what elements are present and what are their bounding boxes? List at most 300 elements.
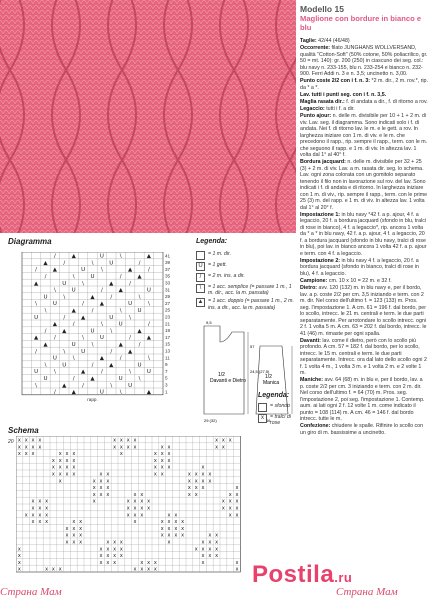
schema-cell-x: x	[201, 546, 205, 553]
schema-cell-x: x	[167, 532, 171, 539]
schema-cell-x: x	[187, 485, 191, 492]
schema-cell-x: x	[228, 491, 232, 498]
schema-cell-x: x	[38, 519, 42, 526]
schema-cell-x: x	[51, 471, 55, 478]
diagram-cell-symbol: ▲	[62, 382, 67, 389]
schema-cell-x: x	[181, 519, 185, 526]
schema-cell-x: x	[140, 498, 144, 505]
schema-cell-x: x	[99, 559, 103, 566]
schema-cell-x: x	[140, 559, 144, 566]
schema-cell-x: x	[167, 444, 171, 451]
diagram-legend-title: Legenda:	[196, 238, 228, 245]
diagram-cell-symbol: \	[100, 321, 103, 328]
diagram-cell-symbol: U	[118, 321, 123, 328]
watermark-right: Страна Мам	[336, 586, 398, 598]
diagram-cell-symbol: U	[109, 314, 114, 321]
schema-cell-x: x	[31, 505, 35, 512]
schema-cell-x: x	[45, 512, 49, 519]
schema-cell-x: x	[45, 505, 49, 512]
davanti-label: 1/2 Davanti e Dietro	[210, 372, 246, 384]
diagram-cell-symbol: /	[147, 321, 150, 328]
diagram-cell-symbol: /	[91, 362, 94, 369]
schema-cell-x: x	[221, 444, 225, 451]
schema-cell-x: x	[79, 519, 83, 526]
diagram-cell-symbol: \	[147, 355, 150, 362]
schematic-legend-symbol: x	[258, 414, 267, 423]
schema-cell-x: x	[119, 539, 123, 546]
diagram-cell-symbol: /	[82, 301, 85, 308]
diagram-cell-symbol: U	[90, 328, 95, 335]
schema-cell-x: x	[133, 491, 137, 498]
diagram-row-number: 31	[165, 287, 171, 293]
diagram-cell-symbol: /	[119, 355, 122, 362]
diagram-cell-symbol: ▲	[90, 376, 95, 382]
schematic-legend-title: Legenda:	[258, 392, 290, 399]
schema-cell-x: x	[65, 464, 69, 471]
schema-cell-x: x	[147, 566, 151, 573]
schema-cell-x: x	[99, 471, 103, 478]
schema-cell-x: x	[194, 491, 198, 498]
schema-cell-x: x	[92, 485, 96, 492]
diagram-cell-symbol: \	[63, 294, 66, 301]
diagram-cell-symbol: /	[72, 376, 75, 382]
diagram-cell-symbol: ▲	[43, 342, 48, 348]
diagram-cell-symbol: /	[53, 253, 56, 260]
diagram-cell-symbol: U	[146, 287, 151, 294]
instruction-paragraph: Davanti: lav. come il dietro, però con lo scollo più profondo. A cm. 57 = 182 f. dal bordo, per lo scollo, intrecc. le 15 m. centrali e term. le due parti separatamente. Intrecc. ora dal lato dello scollo ogni 2 f. 1 volta 4 m., 1 volta 3 m. e 1 volta 2 m. e 2 volte 1 m.	[300, 337, 427, 377]
diagram-rapp-label: rapp.	[87, 396, 98, 402]
diagram-cell-symbol: ▲	[118, 287, 123, 294]
schema-cell-x: x	[17, 451, 21, 458]
diagram-cell-symbol: ▲	[146, 389, 152, 396]
diagram-cell-symbol: \	[72, 355, 75, 362]
diagram-cell-symbol: /	[44, 328, 47, 335]
diagram-cell-symbol: /	[35, 348, 38, 355]
diagram-legend-item	[196, 251, 298, 260]
schema-cell-x: x	[106, 546, 110, 553]
schematic-legend	[258, 403, 298, 428]
instruction-paragraph: Dietro: avv. 120 (132) m. in blu navy e, per il bordo, lav. a p. coste 2/2 per cm. 3,5 iniziando e term. con 2 m. dir. Nel corso dell'ultimo f. = 123 (133) m. Pros. seg. l'impostazione 1. A cm. 61 = 196 f. dal bordo, per lo scollo, intrecc. le 21 m. centrali e term. le due parti separatamente. Per arrotondare lo scollo intrecc. ogni 2 f. 1 volta 5 m. A cm. 63 = 202 f. dal bordo, intrecc. le 41 (46) m. rimaste per ogni spalla.	[300, 285, 427, 337]
diagram-cell-symbol: ▲	[90, 294, 95, 301]
diagram-cell-symbol: U	[43, 294, 48, 301]
diagram-cell-symbol: U	[99, 389, 104, 396]
diagram-cell-symbol: /	[82, 382, 85, 389]
schema-cell-x: x	[235, 498, 239, 505]
diagram-legend-text: = 1 acc. semplice (= passare 1 m., 1 m. dir., acc. la m. passata)	[208, 284, 292, 297]
diagram-cell-symbol: ▲	[137, 274, 142, 280]
schema-cell-x: x	[167, 525, 171, 532]
schema-cell-x: x	[113, 444, 117, 451]
schema-cell-x: x	[208, 553, 212, 560]
schema-cell-x: x	[99, 546, 103, 553]
diagram-title: Diagramma	[8, 237, 52, 246]
schema-cell-x: x	[113, 539, 117, 546]
diagram-cell-symbol: /	[138, 260, 141, 267]
instruction-paragraph: Occorrente: filato JUNGHANS WOLLVERSAND, qualità "Cotton-Soft" (50% cotone, 50% poliacrilico, gr. 50 = mt. 140): gr. 200 (250) in ciascuno dei seg. col.: blu navy n. 233-155, blu n. 233-254 e bianco n. 232-900. Ferri Addi n. 3 e n. 3,5; uncinetto n. 3,00.	[300, 45, 428, 78]
schema-cell-x: x	[17, 444, 21, 451]
diagram-legend-text: = 1 gett.	[208, 262, 227, 268]
model-title: Modello 15	[300, 4, 344, 14]
diagram-cell-symbol: \	[91, 260, 94, 267]
schema-cell-x: x	[160, 464, 164, 471]
schema-cell-x: x	[106, 491, 110, 498]
lace-diagram-grid	[16, 252, 182, 404]
diagram-cell-symbol: \	[53, 369, 56, 376]
instruction-paragraph: Punto ajour: n. delle m. divisibile per 10 + 1 + 2 m. di viv. Lav. seg. il diagramma. Sono indicati solo i f. di andata. Nei f. di ritorno lav. le m. e le gett. a rov. In larghezza iniziare con 1 m. di viv. e le m. che precedono il rapp., rip. sempre il rapp., term. con le m. che seguono il rapp. e 1 m. di viv. In altezza lav. 1 volta dal 1° al 40° f.	[300, 113, 428, 159]
schema-cell-x: x	[133, 498, 137, 505]
schema-cell-x: x	[174, 532, 178, 539]
watermark-left: Страна Мам	[0, 586, 62, 598]
schema-cell-x: x	[65, 532, 69, 539]
instruction-paragraph: Lav. tutti i punti seg. con i f. n. 3,5.	[300, 91, 387, 98]
diagram-cell-symbol: ▲	[43, 260, 48, 267]
schema-cell-x: x	[174, 525, 178, 532]
schema-cell-x: x	[65, 525, 69, 532]
instruction-paragraph: Punto coste 2/2 con i f. n. 3: *2 m. dir., 2 m. rov.*, rip. da * a *.	[300, 78, 428, 91]
schema-cell-x: x	[153, 559, 157, 566]
diagram-row-number: 29	[165, 294, 171, 300]
schema-cell-x: x	[133, 512, 137, 519]
diagram-cell-symbol: ▲	[99, 355, 105, 362]
diagram-cell-symbol: ▲	[33, 335, 39, 342]
schema-cell-x: x	[31, 451, 35, 458]
schema-cell-x: x	[160, 532, 164, 539]
schema-cell-x: x	[208, 532, 212, 539]
diagram-cell-symbol: ▲	[99, 301, 105, 308]
measure-shoulder: 9,5	[206, 320, 212, 325]
measure-46: 46	[266, 418, 271, 423]
schema-cell-x: x	[72, 539, 76, 546]
schema-cell-x: x	[79, 532, 83, 539]
schema-cell-x: x	[45, 498, 49, 505]
diagram-legend-item	[196, 284, 298, 296]
schema-cell-x: x	[133, 444, 137, 451]
diagram-row-number: 3	[165, 382, 168, 388]
diagram-cell-symbol: U	[128, 301, 133, 308]
diagram-cell-symbol: \	[53, 287, 56, 294]
schema-cell-x: x	[119, 437, 123, 444]
diagram-row-number: 15	[165, 341, 171, 347]
diagram-legend-symbol	[196, 251, 205, 260]
instruction-paragraph: Bordura jacquard: n. delle m. divisibile per 32 + 25 (3) + 2 m. di viv. Lav. a m. rasata dir. seg. lo schema. Lav. ogni zona colorata con un gomitolo separato tenendo il filo non in lavorazione sul rov. del lav. Sono indicati i f. di andata e di ritorno. In larghezza iniziare con 1 m. di viv., rip. sempre il rapp., term. con le prime 25 (3) m. del rapp. e 1 m. di viv. In altezza lav. 1 volta dal 1° al 20° f.	[300, 159, 428, 211]
schema-cell-x: x	[113, 546, 117, 553]
schema-cell-x: x	[31, 437, 35, 444]
schema-cell-x: x	[113, 553, 117, 560]
diagram-cell-symbol: \	[63, 348, 66, 355]
diagram-cell-symbol: \	[44, 308, 47, 314]
diagram-cell-symbol: ▲	[52, 321, 58, 328]
schema-cell-x: x	[201, 464, 205, 471]
instruction-paragraph: Confezione: chiudere le spalle. Rifinire lo scollo con un giro di m. bassissime a uncinetto.	[300, 423, 424, 436]
schema-cell-x: x	[38, 444, 42, 451]
schema-cell-x: x	[17, 566, 21, 573]
schema-cell-x: x	[92, 491, 96, 498]
schema-cell-x: x	[31, 519, 35, 526]
knit-sample-photo	[0, 0, 296, 233]
schematic-legend-item	[258, 414, 298, 426]
schema-cell-x: x	[45, 566, 49, 573]
instruction-paragraph: Taglie: 42/44 (46/48)	[300, 38, 350, 44]
schema-cell-x: x	[24, 512, 28, 519]
schema-cell-x: x	[126, 444, 130, 451]
schema-cell-x: x	[106, 485, 110, 492]
schema-row-top: 20	[8, 439, 14, 445]
diagram-cell-symbol: /	[63, 314, 66, 321]
diagram-cell-symbol: ▲	[80, 314, 86, 321]
schema-cell-x: x	[160, 525, 164, 532]
schematic-legend-symbol	[258, 403, 267, 412]
schema-cell-x: x	[201, 553, 205, 560]
schema-cell-x: x	[201, 478, 205, 485]
schema-cell-x: x	[65, 451, 69, 458]
schema-cell-x: x	[65, 539, 69, 546]
diagram-row-number: 5	[165, 375, 168, 381]
schema-cell-x: x	[133, 437, 137, 444]
schema-cell-x: x	[72, 457, 76, 464]
schema-cell-x: x	[31, 512, 35, 519]
schema-cell-x: x	[147, 498, 151, 505]
schema-cell-x: x	[106, 478, 110, 485]
schema-cell-x: x	[133, 505, 137, 512]
schema-cell-x: x	[174, 512, 178, 519]
diagram-cell-symbol: /	[63, 260, 66, 267]
diagram-cell-symbol: ▲	[146, 253, 152, 260]
schema-cell-x: x	[235, 566, 239, 573]
instruction-paragraph: Impostazione 1: in blu navy *42 f. a p. ajour, 4 f. a legaccio, 20 f. a bordura jacquard (sfondo in blu, tralci di rose in bianco), 4 f. a legaccio*, rip. ancora 1 volta da * a * in blu navy, 42 f. a p. ajour, 4 f. a legaccio, 20 f. a bordura jacquard (sfondo in blu navy, tralci di rose in blu), poi lav. in bianco ancora 1 volta 42 f. a p. ajour e term. con 4 f. a legaccio.	[300, 211, 427, 257]
diagram-row-number: 17	[165, 334, 171, 340]
instruction-paragraph: Legaccio: tutti i f. a dir.	[300, 105, 355, 112]
schema-cell-x: x	[126, 505, 130, 512]
instruction-paragraph: Maglia rasata dir.: f. di andata a dir., f. di ritorno a rov.	[300, 98, 428, 105]
diagram-cell-symbol: /	[129, 335, 132, 342]
diagram-row-number: 13	[165, 348, 171, 354]
schema-cell-x: x	[187, 491, 191, 498]
diagram-row-number: 25	[165, 307, 171, 313]
schema-cell-x: x	[92, 498, 96, 505]
schema-cell-x: x	[174, 519, 178, 526]
diagram-legend-item	[196, 262, 298, 271]
diagram-cell-symbol: U	[81, 267, 86, 274]
schema-cell-x: x	[221, 498, 225, 505]
schema-cell-x: x	[106, 559, 110, 566]
schema-cell-x: x	[187, 471, 191, 478]
schema-cell-x: x	[201, 471, 205, 478]
schema-cell-x: x	[181, 532, 185, 539]
schema-cell-x: x	[194, 471, 198, 478]
schema-cell-x: x	[31, 498, 35, 505]
schema-cell-x: x	[167, 539, 171, 546]
manica-label: 1/2 Manica	[263, 374, 280, 386]
diagram-row-number: 37	[165, 266, 171, 272]
schema-cell-x: x	[235, 505, 239, 512]
diagram-legend-text: = 2 m. ins. a dir.	[208, 273, 245, 279]
jacquard-schema-grid	[16, 436, 252, 588]
diagram-cell-symbol: \	[129, 369, 132, 376]
schema-cell-x: x	[24, 437, 28, 444]
diagram-row-number: 9	[165, 362, 168, 368]
diagram-cell-symbol: U	[62, 362, 67, 369]
diagram-cell-symbol: U	[43, 376, 48, 382]
diagram-cell-symbol: \	[119, 308, 122, 314]
schema-cell-x: x	[119, 451, 123, 458]
diagram-cell-symbol: U	[62, 280, 67, 287]
instructions-column	[300, 4, 428, 604]
diagram-row-number: 21	[165, 321, 171, 327]
diagram-legend-symbol: \	[196, 284, 205, 293]
instructions-text	[300, 38, 428, 436]
schematic-legend-text: = sfondo	[270, 403, 291, 409]
schema-cell-x: x	[215, 532, 219, 539]
diagram-cell-symbol: U	[109, 260, 114, 267]
schema-cell-x: x	[208, 478, 212, 485]
knit-lace-pattern	[0, 0, 296, 233]
schema-cell-x: x	[140, 512, 144, 519]
schema-cell-x: x	[215, 546, 219, 553]
diagram-row-number: 23	[165, 314, 171, 320]
schema-cell-x: x	[208, 471, 212, 478]
schema-cell-x: x	[208, 539, 212, 546]
schema-cell-x: x	[147, 559, 151, 566]
measure-57: 57	[250, 344, 255, 349]
schema-cell-x: x	[99, 553, 103, 560]
diagram-cell-symbol: /	[147, 267, 150, 274]
diagram-cell-symbol: ▲	[109, 362, 114, 369]
schema-cell-x: x	[194, 546, 198, 553]
schema-cell-x: x	[235, 491, 239, 498]
diagram-cell-symbol: \	[82, 335, 85, 342]
diagram-cell-symbol: \	[147, 301, 150, 308]
schema-cell-x: x	[38, 437, 42, 444]
schema-cell-x: x	[126, 512, 130, 519]
diagram-cell-symbol: ▲	[146, 335, 152, 342]
diagram-cell-symbol: /	[129, 280, 132, 287]
schema-cell-x: x	[228, 498, 232, 505]
schema-cell-x: x	[79, 539, 83, 546]
schema-cell-x: x	[235, 485, 239, 492]
schema-cell-x: x	[153, 457, 157, 464]
schema-cell-x: x	[58, 451, 62, 458]
schema-cell-x: x	[126, 498, 130, 505]
diagram-cell-symbol: /	[53, 389, 56, 396]
schema-cell-x: x	[153, 471, 157, 478]
schema-cell-x: x	[106, 471, 110, 478]
schema-cell-x: x	[31, 444, 35, 451]
diagram-cell-symbol: \	[138, 376, 141, 382]
schema-cell-x: x	[153, 464, 157, 471]
schema-cell-x: x	[147, 505, 151, 512]
schema-cell-x: x	[24, 451, 28, 458]
diagram-cell-symbol: U	[128, 382, 133, 389]
schema-cell-x: x	[17, 546, 21, 553]
schema-cell-x: x	[201, 485, 205, 492]
diagram-cell-symbol: /	[91, 308, 94, 314]
schema-cell-x: x	[65, 457, 69, 464]
measure-29: 29 (32)	[204, 418, 217, 423]
diagram-cell-symbol: U	[137, 308, 142, 314]
diagram-cell-symbol: /	[100, 369, 103, 376]
diagram-cell-symbol: ▲	[127, 267, 133, 274]
schema-cell-x: x	[119, 444, 123, 451]
schema-cell-x: x	[99, 491, 103, 498]
schema-cell-x: x	[167, 519, 171, 526]
diagram-cell-symbol: ▲	[127, 348, 133, 355]
diagram-cell-symbol: \	[82, 280, 85, 287]
diagram-cell-symbol: ▲	[33, 280, 39, 287]
diagram-cell-symbol: \	[110, 382, 113, 389]
schema-cell-x: x	[65, 471, 69, 478]
schema-cell-x: x	[167, 457, 171, 464]
schema-cell-x: x	[17, 553, 21, 560]
diagram-cell-symbol: /	[35, 267, 38, 274]
schema-cell-x: x	[160, 471, 164, 478]
diagram-cell-symbol: U	[90, 274, 95, 280]
diagram-cell-symbol: U	[71, 342, 76, 348]
schema-cell-x: x	[72, 451, 76, 458]
schema-cell-x: x	[201, 539, 205, 546]
schema-cell-x: x	[228, 437, 232, 444]
diagram-row-number: 41	[165, 253, 171, 259]
schema-cell-x: x	[228, 505, 232, 512]
diagram-cell-symbol: U	[99, 253, 104, 260]
schema-cell-x: x	[140, 566, 144, 573]
schema-cell-x: x	[215, 444, 219, 451]
diagram-cell-symbol: /	[72, 321, 75, 328]
schema-title: Schema	[8, 426, 39, 435]
diagram-row-number: 19	[165, 328, 171, 334]
diagram-cell-symbol: ▲	[71, 253, 76, 260]
diagram-legend-symbol: ▲	[197, 299, 204, 306]
schema-cell-x: x	[45, 519, 49, 526]
instruction-paragraph: Campione: cm. 10 x 10 = 22 m. e 32 f.	[300, 277, 392, 284]
schema-cell-x: x	[235, 512, 239, 519]
schema-cell-x: x	[72, 525, 76, 532]
schema-cell-x: x	[215, 553, 219, 560]
schema-cell-x: x	[58, 478, 62, 485]
diagram-row-number: 11	[165, 355, 170, 361]
diagram-cell-symbol: U	[52, 301, 57, 308]
diagram-cell-symbol: /	[119, 274, 122, 280]
schema-cell-x: x	[99, 485, 103, 492]
diagram-cell-symbol: \	[138, 294, 141, 301]
schema-cell-x: x	[194, 485, 198, 492]
schema-cell-x: x	[58, 471, 62, 478]
diagram-cell-symbol: ▲	[52, 267, 58, 274]
diagram-cell-symbol: /	[100, 287, 103, 294]
diagram-row-number: 1	[165, 389, 168, 395]
diagram-cell-symbol: /	[110, 348, 113, 355]
diagram-cell-symbol: /	[138, 342, 141, 348]
schema-cell-x: x	[38, 512, 42, 519]
schema-cell-x: x	[51, 457, 55, 464]
schema-cell-x: x	[153, 451, 157, 458]
schema-cell-x: x	[38, 498, 42, 505]
measure-24: 24,5 (27,5)	[250, 369, 270, 374]
diagram-cell-symbol: \	[119, 389, 122, 396]
diagram-cell-symbol: \	[72, 274, 75, 280]
diagram-cell-symbol: \	[129, 314, 132, 321]
schema-cell-x: x	[181, 525, 185, 532]
postila-watermark: Postila.ru	[252, 561, 353, 588]
diagram-cell-symbol: ▲	[80, 369, 86, 376]
schema-cell-x: x	[72, 532, 76, 539]
diagram-legend-text: = 1 acc. doppio (= passare 1 m., 2 m. ins. a dir., acc. la m. passata)	[208, 298, 294, 311]
instruction-paragraph: Maniche: avv. 64 (68) m. in blu e, per il bordo, lav. a p. coste 2/2 per cm. 3 iniziando e term. con 2 m. dir. Nel corso dell'ultimo f. = 64 (70) m. Pros. seg. l'impostazione 2, poi seg. l'impostazione 1. Contemp. aum. ai lati ogni 2 f. 12 volte 1 m. come indicato il punto = 108 (114) m. A cm. 46 = 146 f. dal bordo intrecc. tutte le m.	[300, 377, 425, 423]
diagram-legend-item	[196, 298, 298, 310]
schema-cell-x: x	[113, 437, 117, 444]
diagram-cell-symbol: \	[35, 301, 38, 308]
schema-cell-x: x	[221, 437, 225, 444]
diagram-cell-symbol: U	[71, 287, 76, 294]
